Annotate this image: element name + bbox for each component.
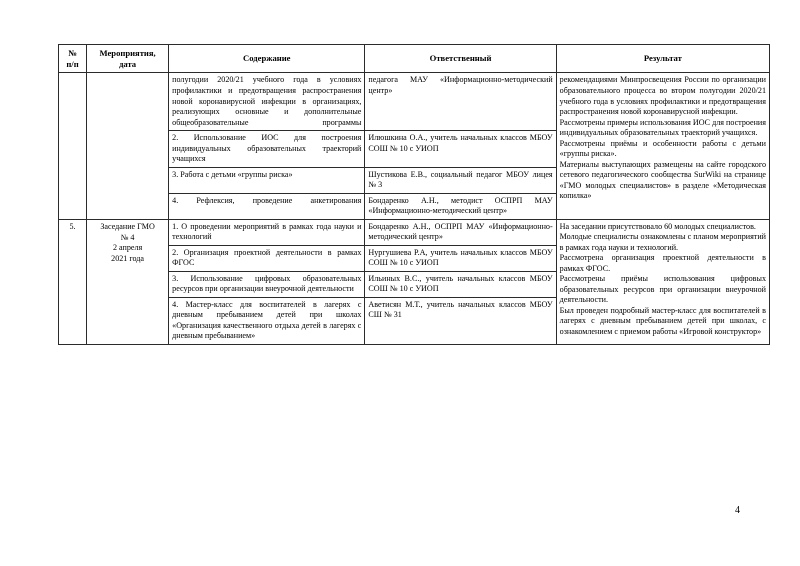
row-content-cell: 4. Мастер-класс для воспитателей в лагерях с дневным пребыванием детей при школах «Организация качественного отдыха детей в лагерях с дневным пребыванием» [169, 297, 365, 344]
row-content-cell: 3. Использование цифровых образовательных ресурсов при организации внеурочной деятельности [169, 271, 365, 297]
column-header-event-line2: дата [119, 58, 137, 69]
result-paragraph: Молодые специалисты ознакомлены с планом мероприятий в рамках года науки и технологий. [559, 232, 766, 252]
page-number: 4 [735, 505, 740, 516]
row-responsible-cell: Илюшкина О.А., учитель начальных классов МБОУ СОШ № 10 с УИОП [365, 131, 556, 168]
row-content-cell: 2. Организация проектной деятельности в рамках ФГОС [169, 245, 365, 271]
result-paragraph: Был проведен подробный мастер-класс для воспитателей в лагерях с дневным пребыванием детей при школах, с ознакомлением с приемом работы «Игровой конструктор» [559, 305, 766, 336]
row-content-cell: полугодии 2020/21 учебного года в условиях профилактики и предотвращения распространения новой коронавирусной инфекции в организациях, реализующих основные и дополнительные общеобразовательные программы [169, 73, 365, 131]
column-header-number [59, 45, 87, 73]
column-header-number-line2: п/п [66, 58, 79, 69]
row-content-cell: 4. Рефлексия, проведение анкетирования [169, 193, 365, 219]
column-header-responsible: Ответственный [365, 45, 556, 73]
row-event-cell [87, 219, 169, 344]
result-paragraph: На заседании присутствовало 60 молодых специалистов. [559, 221, 756, 231]
row-result-cell [556, 219, 769, 344]
row-result-cell [556, 73, 769, 219]
row-responsible-cell: Шустикова Е.В., социальный педагог МБОУ лицея № 3 [365, 167, 556, 193]
column-header-content: Содержание [169, 45, 365, 73]
result-paragraph: рекомендациями Минпросвещения России по организации образовательного процесса во втором полугодии 2020/21 учебного года в условиях профилактики и предотвращения распространения новой коронавирусной инфекции. [559, 75, 766, 117]
column-header-event-line1: Мероприятия, [99, 48, 156, 58]
row-responsible-cell: Ильиных В.С., учитель начальных классов МБОУ СОШ № 10 с УИОП [365, 271, 556, 297]
event-line: 2021 года [111, 254, 145, 264]
result-paragraph: Рассмотрены приёмы использования цифровых образовательных ресурсов при организации внеурочной деятельности. [559, 274, 766, 305]
row-content-cell: 2. Использование ИОС для построения индивидуальных образовательных траекторий учащихся [169, 131, 365, 168]
result-paragraph: Рассмотрены примеры использования ИОС для построения индивидуальных образовательных траекторий учащихся. [559, 117, 766, 138]
row-responsible-cell: педагога МАУ «Информационно-методический центр» [365, 73, 556, 131]
row-number-cell [59, 73, 87, 219]
row-responsible-cell: Бондаренко А.Н., ОСПРП МАУ «Информационно-методический центр» [365, 219, 556, 245]
table-body [59, 73, 770, 344]
row-responsible-cell: Аветисян М.Т., учитель начальных классов МБОУ СШ № 31 [365, 297, 556, 344]
row-responsible-cell: Бондаренко А.Н., методист ОСПРП МАУ «Информационно-методический центр» [365, 193, 556, 219]
table-header [59, 45, 770, 73]
column-header-number-line1: № [68, 48, 77, 58]
event-line: 2 апреля [112, 243, 143, 253]
table-row [59, 219, 770, 245]
row-responsible-cell: Нургушиева Р.А, учитель начальных классов МБОУ СОШ № 10 с УИОП [365, 245, 556, 271]
table-header-row [59, 45, 770, 73]
row-content-cell: 1. О проведении мероприятий в рамках года науки и технологий [169, 219, 365, 245]
row-event-cell [87, 73, 169, 219]
result-paragraph: Рассмотрены приёмы и особенности работы с детьми «группы риска». [559, 138, 766, 159]
result-paragraph: Рассмотрена организация проектной деятельности в рамках ФГОС. [559, 253, 766, 273]
row-number-cell: 5. [59, 219, 87, 344]
event-line: Заседание ГМО [100, 221, 155, 231]
table-row [59, 73, 770, 131]
result-paragraph: Материалы выступающих размещены на сайте городского сетевого педагогического сообщества SurWiki на странице «ГМО молодых специалистов» в разделе «Методическая копилка» [559, 159, 766, 201]
column-header-event [87, 45, 169, 73]
row-content-cell: 3. Работа с детьми «группы риска» [169, 167, 365, 193]
event-line: № 4 [120, 232, 135, 242]
column-header-result: Результат [556, 45, 769, 73]
activities-table [58, 44, 770, 345]
